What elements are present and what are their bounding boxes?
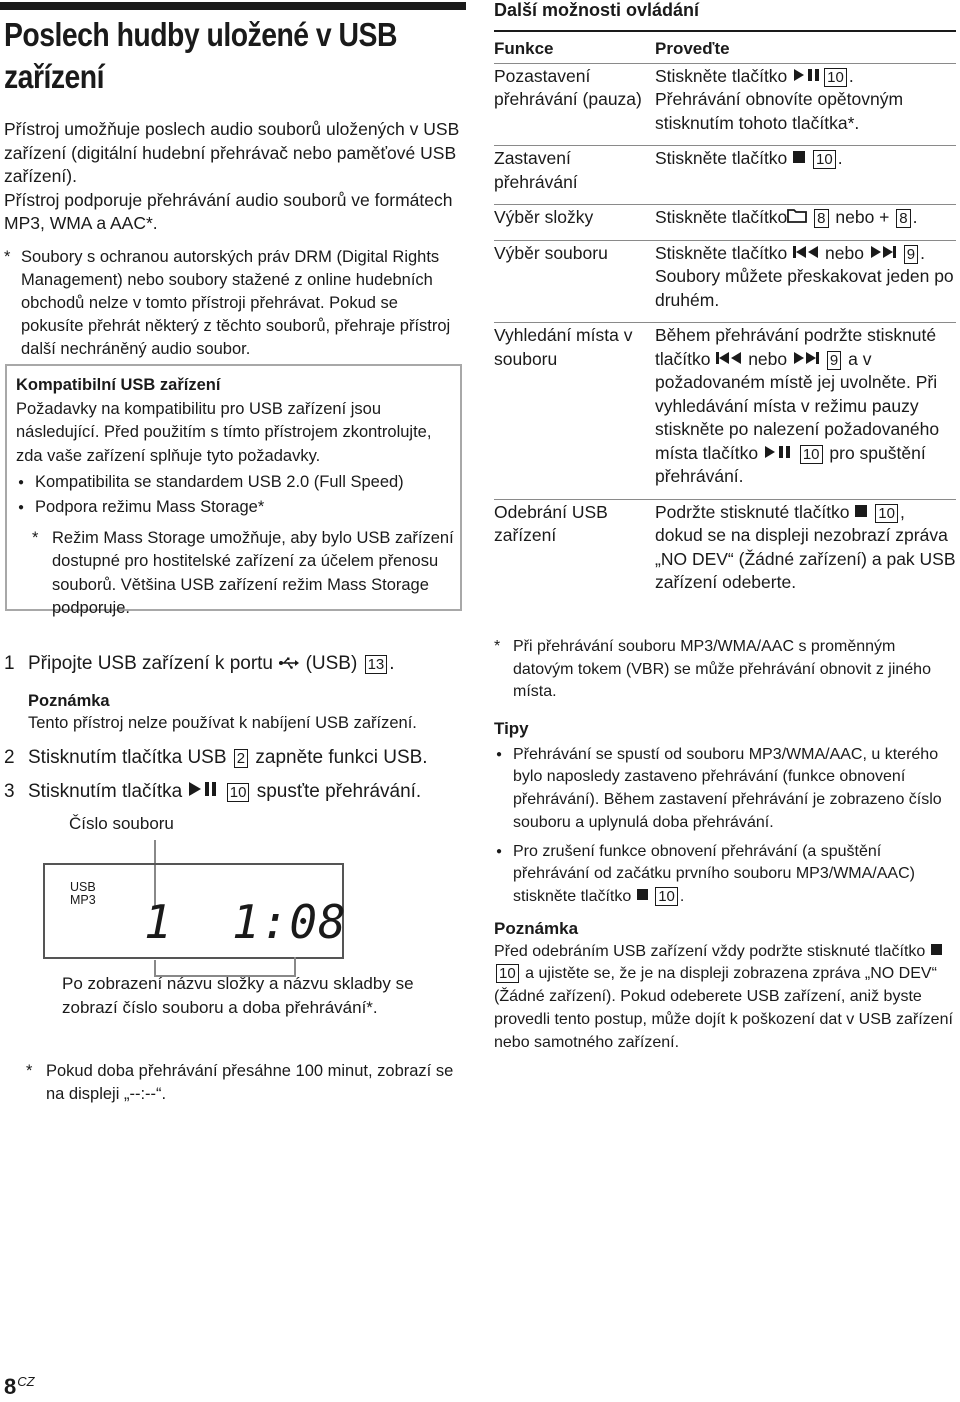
next-icon xyxy=(869,243,897,263)
button-ref: 9 xyxy=(827,351,841,370)
list-item: ● Přehrávání se spustí od souboru MP3/WMA/AAC, u kterého bylo naposledy zastaveno přehrávání (funkce obnovení přehrávání). Během zastavení přehrávání je zobrazeno číslo souboru a uplynulá doba přehrávání. xyxy=(494,744,956,835)
list-item: ● Kompatibilita se standardem USB 2.0 (Full Speed) xyxy=(16,471,460,494)
display-indicators xyxy=(70,881,96,907)
stop-icon xyxy=(636,888,649,905)
step-2 xyxy=(4,746,428,770)
intro xyxy=(4,118,464,236)
drm-footnote xyxy=(4,246,464,361)
play-pause-icon xyxy=(187,781,219,802)
table-cell: Výběr souboru xyxy=(494,240,655,323)
next-icon xyxy=(792,349,820,369)
button-ref: 10 xyxy=(875,504,898,523)
usb-icon xyxy=(278,653,300,674)
compat-note xyxy=(16,527,460,620)
tips-section xyxy=(494,718,956,915)
footnote-text: Soubory s ochranou autorských práv DRM (Digital Rights Management) nebo soubory stažené z online hudebních obchodů nelze v tomto přístroji přehrávat. Pokud se pokusíte přehrát některý z těchto souborů, přehraje přístroj další nechráněný audio soubor. xyxy=(21,248,451,358)
footnote-text: Pokud doba přehrávání přesáhne 100 minut, zobrazí se na displeji „--:--“. xyxy=(46,1062,454,1103)
compat-text: Požadavky na kompatibilitu pro USB zařízení jsou následující. Před použitím s tímto přístrojem zkontrolujte, zda vaše zařízení splňuje tyto požadavky. xyxy=(16,400,432,465)
step-3 xyxy=(4,780,421,804)
button-ref: 8 xyxy=(814,209,828,228)
col-header-funkce: Funkce xyxy=(494,39,554,58)
table-cell: Podržte stisknuté tlačítko 10 , dokud se na displeji nezobrazí zpráva „NO DEV“ (Žádné zařízení) a pak USB zařízení odeberte. xyxy=(655,499,956,605)
step-text: Stisknutím tlačítka xyxy=(28,781,183,802)
table-row xyxy=(494,240,956,323)
step-1: 1 Připojte USB zařízení k portu (USB) 13 . xyxy=(4,653,395,674)
display-panel xyxy=(43,863,347,959)
folder-icon xyxy=(787,207,807,227)
note-heading: Poznámka xyxy=(494,919,579,938)
mp3-indicator: MP3 xyxy=(70,893,96,907)
note-text: Před odebráním USB zařízení vždy podržte stisknuté tlačítko 10 a ujistěte se, že je na displeji zobrazena zpráva „NO DEV“ (Žádné zařízení). Pokud odeberete USB zařízení, aniž byste provedli tento postup, může dojít k poškození dat v USB zařízení nebo samotného zařízení. xyxy=(494,942,953,1051)
usb-indicator: USB xyxy=(70,880,96,894)
compat-box xyxy=(5,364,462,617)
step-text: spusťte přehrávání. xyxy=(256,781,422,802)
button-ref: 10 xyxy=(824,68,847,87)
bottom-footnote xyxy=(26,1060,456,1106)
intro-paragraph: Přístroj umožňuje poslech audio souborů uložených v USB zařízení (digitální hudební přehrávač nebo paměťové USB zařízení). xyxy=(4,119,460,186)
col-header-provedte: Proveďte xyxy=(655,39,730,58)
button-ref: 10 xyxy=(813,150,836,169)
tips-heading: Tipy xyxy=(494,719,529,738)
page-title: Poslech hudby uložené v USB zařízení xyxy=(4,16,397,95)
step-number: 2 xyxy=(4,747,15,768)
step-text: (USB) xyxy=(305,653,358,674)
button-ref: 8 xyxy=(896,209,910,228)
table-cell: Během přehrávání podržte stisknuté tlačítko nebo 9 a v požadovaném místě jej uvolněte. Při vyhledávání místa v režimu pauzy stiskněte po nalezení požadovaného místa tlačítko 10 pro spuštění přehrávání. xyxy=(655,323,956,500)
button-ref: 10 xyxy=(800,445,823,464)
table-cell: Stiskněte tlačítko 8 nebo + 8 . xyxy=(655,205,956,241)
note-section xyxy=(494,918,956,1054)
compat-note-text: Režim Mass Storage umožňuje, aby bylo USB zařízení dostupné pro hostitelské zařízení za účelem přenosu souborů. Většina USB zařízení režim Mass Storage podporuje. xyxy=(52,529,454,617)
footnote-marker: * xyxy=(4,248,11,266)
compat-list xyxy=(16,471,460,519)
footnote-marker: * xyxy=(494,638,501,655)
table-cell: Zastavení přehrávání xyxy=(494,146,655,205)
play-pause-icon xyxy=(763,443,793,463)
button-ref: 10 xyxy=(496,964,519,983)
title-bar xyxy=(0,2,466,10)
track-number-readout: 1 xyxy=(144,895,172,949)
button-ref: 9 xyxy=(904,245,918,264)
button-ref: 13 xyxy=(365,655,388,674)
page-number: $8^{CZ}$ xyxy=(4,1374,35,1399)
step-text: Stisknutím tlačítka USB xyxy=(28,747,227,768)
stop-icon xyxy=(792,148,806,168)
button-ref: 10 xyxy=(227,783,250,802)
table-cell: Výběr složky xyxy=(494,205,655,241)
list-item: ● Podpora režimu Mass Storage* xyxy=(16,496,460,519)
section-title: Další možnosti ovládání xyxy=(494,0,700,20)
step-number: 1 xyxy=(4,653,15,674)
table-row xyxy=(494,146,956,205)
footnote-marker: * xyxy=(26,1062,33,1080)
tips-list xyxy=(494,744,956,909)
table-header xyxy=(494,34,956,63)
footnote-marker: * xyxy=(32,529,39,548)
table-top-rule xyxy=(494,30,956,32)
display-label: Číslo souboru xyxy=(69,814,174,833)
step-number: 3 xyxy=(4,781,15,802)
play-pause-icon xyxy=(792,66,822,86)
note-heading: Poznámka xyxy=(28,692,110,710)
previous-icon xyxy=(715,349,743,369)
note-text: Tento přístroj nelze používat k nabíjení USB zařízení. xyxy=(28,714,417,732)
table-cell: Odebrání USB zařízení xyxy=(494,499,655,605)
table-cell: Stiskněte tlačítko nebo 9 . Soubory můžete přeskakovat jeden po druhém. xyxy=(655,240,956,323)
table-footnote xyxy=(494,636,956,704)
time-readout: 1:08 xyxy=(232,895,347,949)
step-text: Připojte USB zařízení k portu xyxy=(28,653,273,674)
table-cell: Vyhledání místa v souboru xyxy=(494,323,655,500)
stop-icon xyxy=(854,502,868,522)
list-item: ● Pro zrušení funkce obnovení přehrávání (a spuštění přehrávání od začátku prvního souboru MP3/WMA/AAC) stiskněte tlačítko 10 . xyxy=(494,841,956,909)
table-row xyxy=(494,499,956,605)
button-ref: 10 xyxy=(655,887,678,906)
step-text: zapněte funkci USB. xyxy=(255,747,428,768)
compat-heading: Kompatibilní USB zařízení xyxy=(16,376,221,394)
table-row xyxy=(494,205,956,241)
table-row xyxy=(494,323,956,500)
footnote-text: Při přehrávání souboru MP3/WMA/AAC s proměnným datovým tokem (VBR) se může přehrávání obnovit z jiného místa. xyxy=(513,638,931,700)
table-cell: Stiskněte tlačítko 10 . xyxy=(655,146,956,205)
controls-table xyxy=(494,34,956,605)
table-cell: Pozastavení přehrávání (pauza) xyxy=(494,63,655,146)
previous-icon xyxy=(792,243,820,263)
table-row xyxy=(494,63,956,146)
intro-paragraph: Přístroj podporuje přehrávání audio souborů ve formátech MP3, WMA a AAC*. xyxy=(4,189,453,233)
display-caption: Po zobrazení názvu složky a názvu skladby se zobrazí číslo souboru a doba přehrávání*. xyxy=(62,974,414,1017)
table-cell: Stiskněte tlačítko 10 . Přehrávání obnovíte opětovným stisknutím tohoto tlačítka*. xyxy=(655,63,956,146)
page-lang: CZ xyxy=(17,1374,35,1389)
stop-icon xyxy=(930,943,943,960)
button-ref: 2 xyxy=(234,749,248,768)
step-note xyxy=(28,690,417,734)
